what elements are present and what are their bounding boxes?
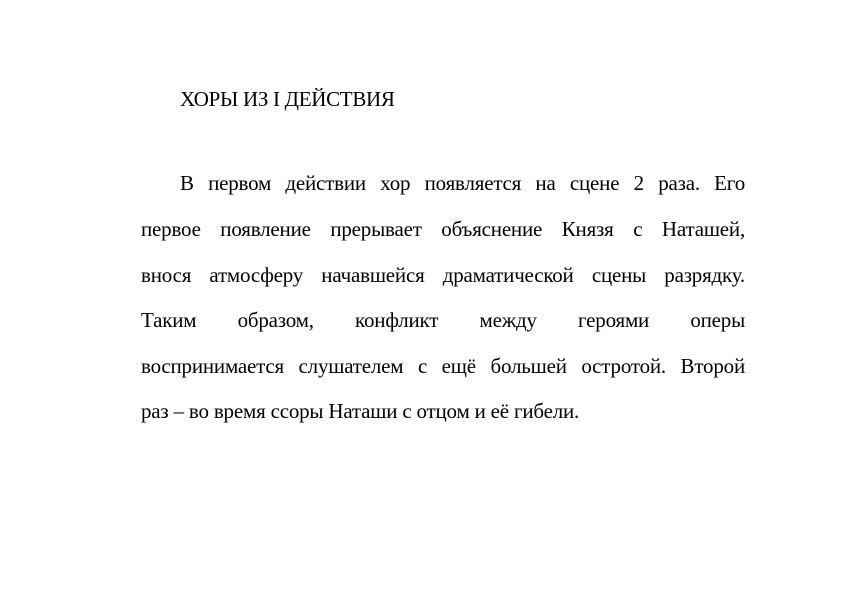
paragraph-line: внося атмосферу начавшейся драматической сцены разрядку.: [141, 263, 745, 287]
section-heading: ХОРЫ ИЗ I ДЕЙСТВИЯ: [180, 87, 395, 111]
paragraph-line: раз – во время ссоры Наташи с отцом и её гибели.: [141, 399, 580, 423]
paragraph-line: воспринимается слушателем с ещё большей остротой. Второй: [141, 354, 745, 378]
paragraph-line: первое появление прерывает объяснение Князя с Наташей,: [141, 217, 745, 241]
paragraph-line: Таким образом, конфликт между героями оперы: [141, 308, 745, 332]
paragraph-line: В первом действии хор появляется на сцене 2 раза. Его: [180, 171, 745, 195]
